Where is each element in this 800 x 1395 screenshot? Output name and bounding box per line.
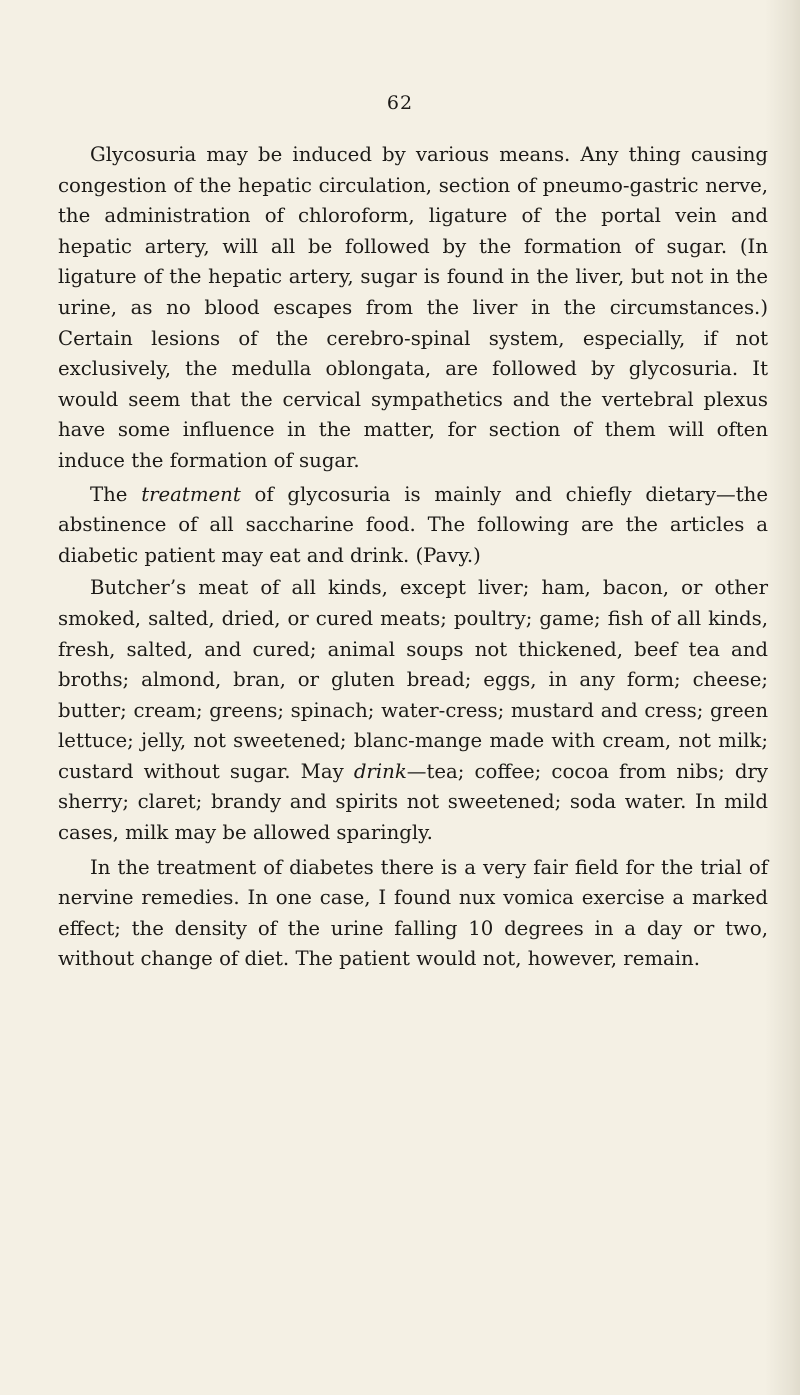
- paragraph-text: The: [90, 482, 142, 506]
- italic-term-drink: drink: [353, 759, 407, 783]
- body-text: [58, 140, 768, 975]
- paragraph-text: Butcher’s meat of all kinds, except liver; ham, bacon, or other smoked, salted, dried, or cured meats; poultry; game; fish of all kinds, fresh, salted, and cured; animal soups not thickened, beef tea and broths; almond, bran, or gluten bread; eggs, in any form; cheese; butter; cream; greens; spinach; water-cress; mustard and cress; green lettuce; jelly, not sweetened; blanc-mange made with cream, not milk; custard without sugar. May: [58, 576, 768, 783]
- page-number: 62: [386, 92, 414, 114]
- italic-term-treatment: treatment: [141, 482, 241, 506]
- paragraph-glycosuria-causes: Glycosuria may be induced by various means. Any thing causing congestion of the hepatic circulation, section of pneumo-gastric nerve, the administration of chloroform, ligature of the portal vein and hepatic artery, will all be followed by the formation of sugar. (In ligature of the hepatic artery, sugar is found in the liver, but not in the urine, as no blood escapes from the liver in the circumstances.) Certain lesions of the cerebro-spinal system, especially, if not exclusively, the medulla oblongata, are followed by glycosuria. It would seem that the cervical sympathetics and the vertebral plexus have some influence in the matter, for section of them will often induce the formation of sugar.: [58, 143, 768, 472]
- paragraph-diet-list: [58, 573, 768, 848]
- paragraph-text: of glycosuria is mainly and chiefly dietary—the abstinence of all saccharine food. The following are the articles a diabetic patient may eat and drink. (Pavy.): [58, 482, 768, 567]
- paragraph-nervine-remedies: In the treatment of diabetes there is a very fair field for the trial of nervine remedies. In one case, I found nux vomica exercise a marked effect; the density of the urine falling 10 degrees in a day or two, without change of diet. The patient would not, however, remain.: [58, 855, 768, 971]
- paragraph-treatment-intro: [58, 480, 768, 572]
- paragraph-text: —tea; coffee; cocoa from nibs; dry sherry; claret; brandy and spirits not sweetened; soda water. In mild cases, milk may be allowed sparingly.: [58, 759, 768, 845]
